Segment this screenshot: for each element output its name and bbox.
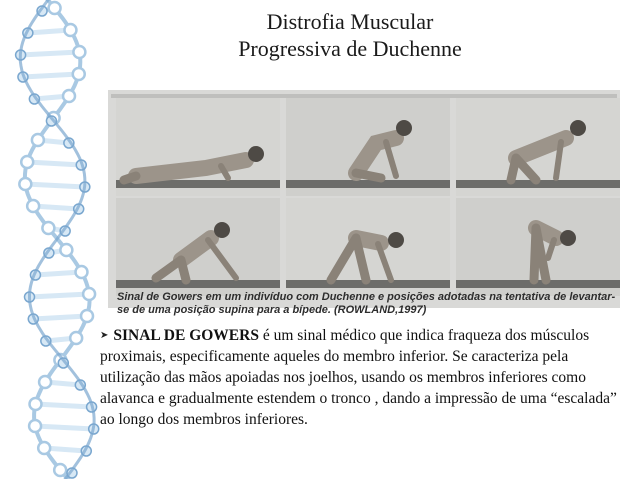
floor-mat [286,180,450,188]
child-head [248,146,264,162]
dna-node [27,200,39,212]
photo-panel-hands-on-knees-climbing [456,198,620,296]
child-head [214,222,230,238]
dna-node [73,46,85,58]
dna-rung [23,74,79,77]
child-leg [124,176,136,180]
gowers-sign-photo-figure [108,90,620,308]
title-line-2: Progressiva de Duchenne [238,36,462,61]
title-line-1: Distrofia Muscular [266,9,434,34]
dna-node [54,464,66,476]
dna-node [60,244,72,256]
slide-title [150,8,550,62]
body-paragraph [100,325,630,430]
dna-node [21,156,33,168]
dna-node [70,332,82,344]
photo-panel-squatting-hands-floor [116,198,280,296]
dna-rung [35,426,94,429]
photo-panel-lying-prone [116,98,280,196]
child-head [570,120,586,136]
dna-rung [36,404,92,407]
dna-node [32,134,44,146]
dna-helix-decoration [0,0,110,479]
arrow-bullet-icon: ➤ [100,330,109,341]
photo-panel-crawling [456,98,620,196]
dna-rung [27,162,81,165]
dna-node [73,68,85,80]
figure-caption: Sinal de Gowers em um indivíduo com Duchenne e posições adotadas na tentativa de levantar-se de uma posição supina para a bípede. (ROWLAND,1997) [117,291,616,316]
dna-node [19,178,31,190]
body-description: é um sinal médico que indica fraqueza dos músculos proximais, especificamente aqueles do membro inferior. Se caracteriza pela utilização das mãos apoiadas nos joelhos, usando os membros inferiores como alavanca e gradualmente estendem o tronco , dando a impressão de uma “escalada” ao longo dos membros inferiores. [100,327,617,428]
dna-node [63,90,75,102]
dna-node [38,442,50,454]
child-head [396,120,412,136]
child-head [388,232,404,248]
dna-node [81,310,93,322]
photo-panel-bent-pushing-up [286,198,450,296]
photo-panel-kneeling-hands [286,98,450,196]
dna-rung [21,52,80,55]
child-leg [356,173,381,178]
dna-node [83,288,95,300]
dna-node [29,420,41,432]
dna-node [75,266,87,278]
dna-rung [25,184,84,187]
dna-rung [33,316,87,319]
dna-node [64,24,76,36]
gowers-term: SINAL DE GOWERS [113,327,259,344]
dna-node [30,398,42,410]
child-head [560,230,576,246]
floor-mat [116,280,280,288]
dna-node [39,376,51,388]
dna-node [49,2,61,14]
dna-rung [30,294,90,297]
dna-node [42,222,54,234]
